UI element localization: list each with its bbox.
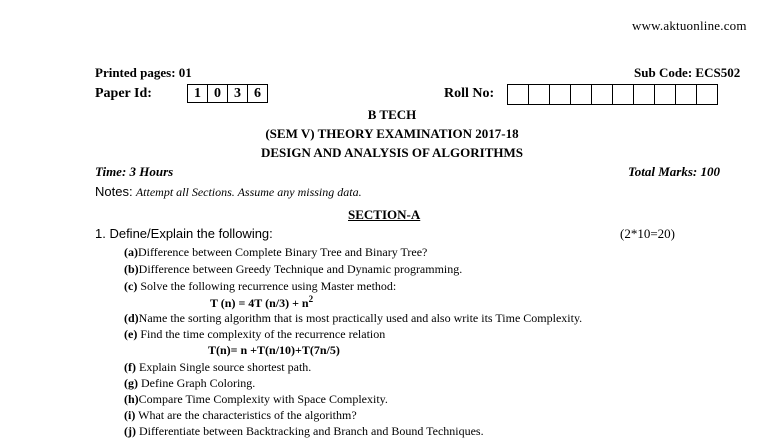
item-text: Name the sorting algorithm that is most practically used and also write its Time Complexity. <box>138 311 583 325</box>
question-item-h <box>124 392 388 407</box>
sub-code: Sub Code: ECS502 <box>634 65 741 80</box>
item-letter: (b) <box>124 262 139 276</box>
notes-text: Attempt all Sections. Assume any missing data. <box>135 185 362 199</box>
question-item-b <box>124 262 462 277</box>
item-letter: (g) <box>124 376 138 390</box>
roll-no-box[interactable] <box>570 84 592 105</box>
item-text: Find the time complexity of the recurrence relation <box>137 327 386 341</box>
item-text: Define Graph Coloring. <box>138 376 256 390</box>
formula-c-text: T (n) = 4T (n/3) + n <box>210 296 309 310</box>
paper-id-digit: 3 <box>227 84 248 103</box>
total-marks: Total Marks: 100 <box>628 164 720 179</box>
notes <box>95 184 362 200</box>
paper-id-boxes <box>188 84 268 103</box>
item-letter: (f) <box>124 360 136 374</box>
roll-no-box[interactable] <box>633 84 655 105</box>
paper-id-label: Paper Id: <box>95 86 152 101</box>
question-item-i <box>124 408 357 423</box>
question-item-j <box>124 424 484 439</box>
question-item-c <box>124 279 396 294</box>
roll-no-label: Roll No: <box>444 86 495 101</box>
website-url: www.aktuonline.com <box>632 18 747 33</box>
question-item-a <box>124 245 427 260</box>
formula-c <box>210 294 313 311</box>
item-text: Solve the following recurrence using Master method: <box>137 279 397 293</box>
question-label: 1. Define/Explain the following: <box>95 226 273 241</box>
item-letter: (c) <box>124 279 138 293</box>
roll-no-box[interactable] <box>591 84 613 105</box>
paper-id-digit: 0 <box>207 84 228 103</box>
item-text: Differentiate between Backtracking and Branch and Bound Techniques. <box>136 424 484 438</box>
item-text: Compare Time Complexity with Space Complexity. <box>138 392 388 406</box>
paper-id-digit: 6 <box>247 84 268 103</box>
roll-no-box[interactable] <box>612 84 634 105</box>
item-letter: (d) <box>124 311 139 325</box>
roll-no-box[interactable] <box>549 84 571 105</box>
exam-time: Time: 3 Hours <box>95 164 174 179</box>
roll-no-boxes[interactable] <box>508 84 718 105</box>
item-text: What are the characteristics of the algorithm? <box>135 408 357 422</box>
semester-title: (SEM V) THEORY EXAMINATION 2017-18 <box>265 126 519 141</box>
roll-no-box[interactable] <box>654 84 676 105</box>
paper-id-digit: 1 <box>187 84 208 103</box>
item-letter: (h) <box>124 392 139 406</box>
question-item-d <box>124 311 582 326</box>
item-text: Difference between Greedy Technique and Dynamic programming. <box>138 262 463 276</box>
question-item-e <box>124 327 385 342</box>
item-letter: (j) <box>124 424 136 438</box>
item-text: Explain Single source shortest path. <box>136 360 312 374</box>
question-item-g <box>124 376 255 391</box>
program-title: B TECH <box>367 107 417 122</box>
roll-no-box[interactable] <box>528 84 550 105</box>
item-text: Difference between Complete Binary Tree and Binary Tree? <box>138 245 428 259</box>
item-letter: (a) <box>124 245 138 259</box>
section-title: SECTION-A <box>348 207 421 222</box>
formula-c-exponent: 2 <box>308 294 314 304</box>
question-item-f <box>124 360 311 375</box>
roll-no-box[interactable] <box>675 84 697 105</box>
subject-title: DESIGN AND ANALYSIS OF ALGORITHMS <box>261 145 523 160</box>
roll-no-box[interactable] <box>696 84 718 105</box>
roll-no-box[interactable] <box>507 84 529 105</box>
notes-label: Notes: <box>95 184 133 199</box>
item-letter: (e) <box>124 327 138 341</box>
item-letter: (i) <box>124 408 136 422</box>
question-marks: (2*10=20) <box>620 226 675 241</box>
printed-pages: Printed pages: 01 <box>95 65 192 80</box>
formula-e: T(n)= n +T(n/10)+T(7n/5) <box>208 343 340 357</box>
